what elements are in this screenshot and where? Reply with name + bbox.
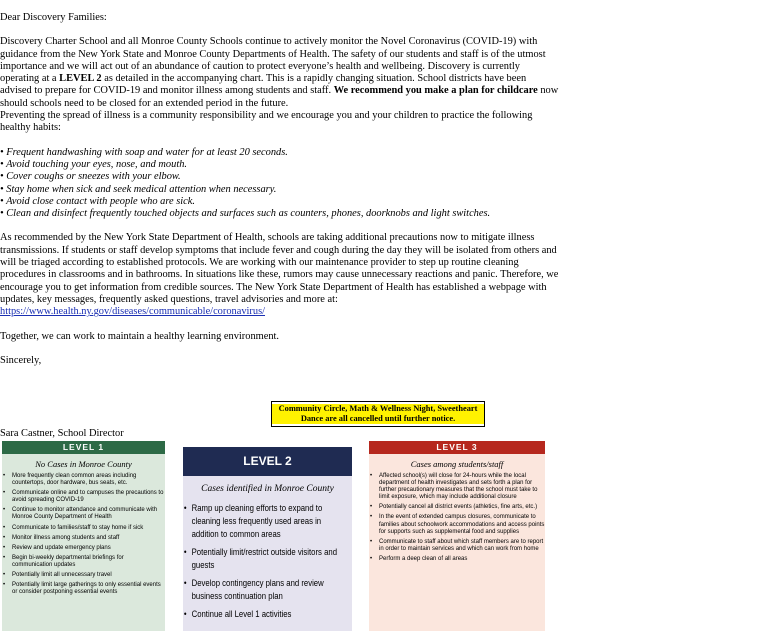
habit-item: • Avoid touching your eyes, nose, and mouth. — [0, 158, 188, 170]
list-item: • Continue to monitor attendance and communicate with Monroe County Department of Health — [2, 507, 165, 521]
level-2-subtitle: Cases identified in Monroe County — [201, 484, 334, 494]
list-item: • Potentially cancel all district events (athletics, fine arts, etc.) — [369, 504, 545, 511]
childcare-recommendation: We recommend you make a plan for childcare — [333, 85, 538, 97]
level-1-panel — [2, 441, 165, 631]
list-item: • Perform a deep clean of all areas — [369, 556, 545, 563]
habit-item: • Avoid close contact with people who are sick. — [0, 195, 195, 207]
list-item: • Begin bi-weekly departmental briefings for communication updates — [2, 555, 165, 569]
list-item: • Potentially limit/restrict outside visitors and guests — [183, 546, 342, 572]
precautions-text: As recommended by the New York State Department of Health, schools are taking additional precautions now to mitigate illness transmissions. If students or staff develop symptoms that include fever and cough during the day they will be isolated from others and will be triaged according to established protocols. We are working with our maintenance provider to step up routine cleaning procedures in classrooms and in bathrooms. In situations like these, rumors may cause unnecessary reactions and panic. Therefore, we encourage you to get information from credible sources. The New York State Department of Health has established a webpage with updates, key messages, frequently asked questions, travel advisories and more at: — [0, 232, 559, 305]
list-item: • Communicate online and to campuses the precautions to avoid spreading COVID-19 — [2, 490, 165, 504]
greeting: Dear Discovery Families: — [0, 12, 107, 23]
intro-text-a: Discovery Charter School and all Monroe County Schools continue to actively monitor the Novel Coronavirus (COVID-19) with guidance from the New York State and Monroe County Departments of Health. The safety of our students and staff is of the utmost importance and we will act out of an abundance of caution to protect everyone’s health and wellbeing. Discovery is currently operating at a — [0, 36, 546, 85]
intro-text-c: now should schools need to be closed for an extended period in the future. — [0, 85, 559, 109]
letter-body — [0, 12, 560, 367]
list-item: • Continue all Level 1 activities — [183, 608, 342, 621]
cancellation-notice-text: Community Circle, Math & Wellness Night, Sweetheart Dance are all cancelled until further notice. — [272, 404, 484, 424]
current-level: LEVEL 2 — [59, 73, 102, 85]
habit-item: • Clean and disinfect frequently touched objects and surfaces such as counters, phones, doorknobs and light switches. — [0, 208, 491, 220]
closing: Sincerely, — [0, 354, 42, 366]
level-1-header: LEVEL 1 — [2, 441, 165, 454]
healthy-habits-list — [0, 147, 560, 221]
habit-item: • Cover coughs or sneezes with your elbow. — [0, 171, 181, 183]
list-item: • Communicate to staff about which staff members are to report in order to maintain services and which can work from home — [369, 539, 545, 553]
list-item: • Affected school(s) will close for 24-hours while the local department of health investigates and sets forth a plan for further precautionary measures that the school must take to limit exposure, which may include additional closure — [369, 473, 545, 501]
list-item: • Communicate to families/staff to stay home if sick — [2, 525, 165, 532]
cancellation-notice — [271, 401, 485, 427]
list-item: • Ramp up cleaning efforts to expand to cleaning less frequently used areas in addition to common areas — [183, 502, 342, 541]
habit-item: • Stay home when sick and seek medical attention when necessary. — [0, 183, 277, 195]
level-3-panel — [369, 441, 545, 631]
paragraph-prevention: Preventing the spread of illness is a community responsibility and we encourage you and your children to practice the following healthy habits: — [0, 110, 533, 134]
intro-text-b: as detailed in the accompanying chart. This is a rapidly changing situation. School districts have been advised to prepare for COVID-19 and monitor illness among students and staff. — [0, 73, 527, 97]
level-3-header: LEVEL 3 — [369, 441, 545, 454]
list-item: • In the event of extended campus closures, communicate to families about schoolwork accommodations and access points for supports such as supplemental food and supplies — [369, 514, 545, 535]
list-item: • Review and update emergency plans — [2, 545, 165, 552]
list-item: • Potentially limit large gatherings to only essential events or consider postponing essential events — [2, 582, 165, 596]
signature: Sara Castner, School Director — [0, 428, 124, 439]
nys-health-link[interactable]: https://www.health.ny.gov/diseases/communicable/coronavirus/ — [0, 306, 266, 318]
paragraph-precautions — [0, 232, 560, 318]
level-3-subtitle: Cases among students/staff — [410, 459, 504, 469]
level-2-list — [183, 502, 352, 621]
level-1-subtitle: No Cases in Monroe County — [35, 459, 132, 469]
list-item: • Develop contingency plans and review business continuation plan — [183, 577, 342, 603]
level-3-list — [369, 473, 545, 563]
paragraph-together: Together, we can work to maintain a healthy learning environment. — [0, 330, 280, 342]
level-2-panel — [183, 447, 352, 631]
habit-item: • Frequent handwashing with soap and water for at least 20 seconds. — [0, 146, 288, 158]
paragraph-intro — [0, 36, 560, 110]
level-2-header: LEVEL 2 — [183, 447, 352, 476]
list-item: • More frequently clean common areas including countertops, door hardware, bus seats, etc. — [2, 473, 165, 487]
level-1-list — [2, 473, 165, 596]
list-item: • Monitor illness among students and staff — [2, 535, 165, 542]
list-item: • Potentially limit all unnecessary travel — [2, 572, 165, 579]
